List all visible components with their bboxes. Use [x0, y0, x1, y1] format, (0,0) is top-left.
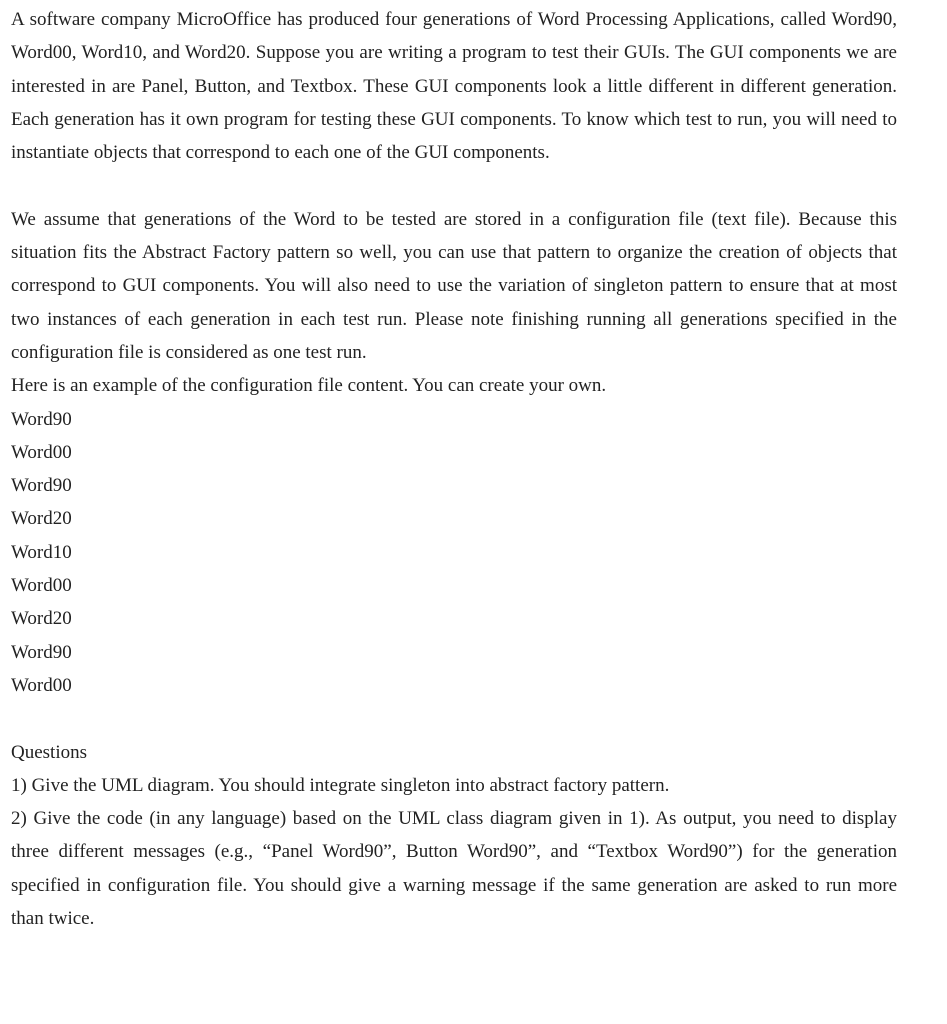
question-2: 2) Give the code (in any language) based on the UML class diagram given in 1). As output, you need to display three different messages (e.g., “Panel Word90”, Button Word90”, and “Textbox Word90”) for the generation specified in configuration file. You should give a warning message if the same generation are asked to run more than twice.: [11, 808, 897, 930]
config-entry: Word00: [11, 441, 72, 463]
blank-line: [11, 169, 897, 202]
config-entry: Word00: [11, 674, 72, 696]
config-entry: Word90: [11, 475, 72, 497]
config-entry: Word90: [11, 408, 72, 430]
config-entry: Word90: [11, 641, 72, 663]
questions-heading: Questions: [11, 741, 87, 763]
intro-paragraph: A software company MicroOffice has produced four generations of Word Processing Applications, called Word90, Word00, Word10, and Word20. Suppose you are writing a program to test their GUIs. The GUI components we are interested in are Panel, Button, and Textbox. These GUI components look a little different in different generation. Each generation has it own program for testing these GUI components. To know which test to run, you will need to instantiate objects that correspond to each one of the GUI components.: [11, 9, 897, 164]
assumption-paragraph: We assume that generations of the Word to be tested are stored in a configuration file (text file). Because this situation fits the Abstract Factory pattern so well, you can use that pattern to organize the creation of objects that correspond to GUI components. You will also need to use the variation of singleton pattern to ensure that at most two instances of each generation in each test run. Please note finishing running all generations specified in the configuration file is considered as one test run.: [11, 208, 897, 363]
config-entry: Word20: [11, 508, 72, 530]
question-1: 1) Give the UML diagram. You should integrate singleton into abstract factory pattern.: [11, 774, 670, 796]
config-entry: Word00: [11, 575, 72, 597]
config-entry: Word20: [11, 608, 72, 630]
config-entry: Word10: [11, 541, 72, 563]
example-intro-line: Here is an example of the configuration file content. You can create your own.: [11, 375, 607, 397]
document-page: [11, 3, 897, 935]
config-file-list: [11, 403, 897, 703]
blank-line: [11, 702, 897, 735]
